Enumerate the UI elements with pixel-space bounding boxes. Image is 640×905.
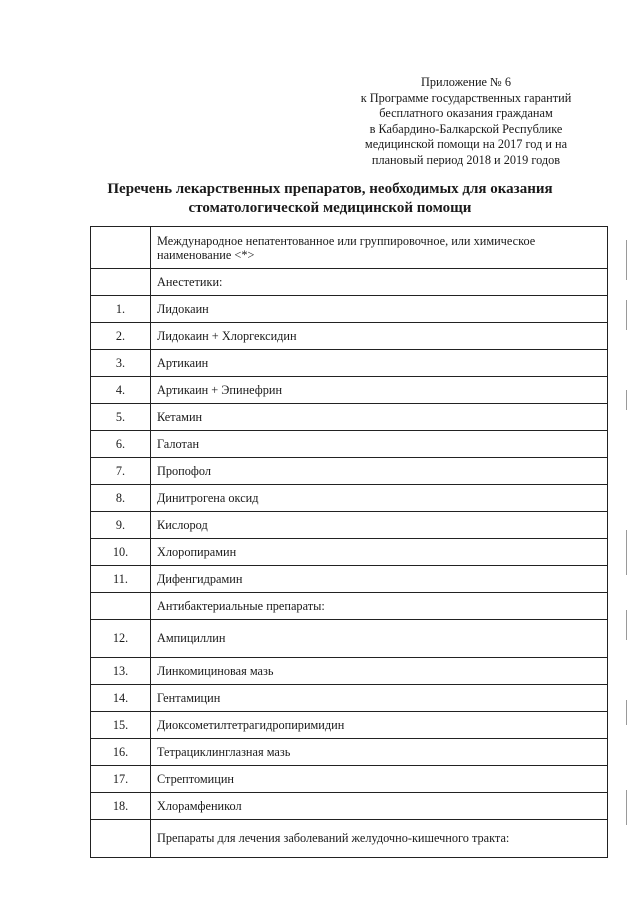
table-row [91, 739, 608, 766]
title-line-1: Перечень лекарственных препаратов, необходимых для оказания [107, 181, 553, 197]
table-row [91, 658, 608, 685]
scan-mark [626, 390, 627, 410]
table-row [91, 793, 608, 820]
row-name: Препараты для лечения заболеваний желудочно-кишечного тракта: [151, 820, 608, 858]
scan-mark [626, 700, 627, 725]
appendix-line: Приложение № 6 [420, 75, 512, 89]
row-name: Артикаин [151, 350, 608, 377]
table-row [91, 566, 608, 593]
table-row [91, 350, 608, 377]
row-number: 2. [91, 323, 151, 350]
table-row [91, 766, 608, 793]
row-name: Динитрогена оксид [151, 485, 608, 512]
row-number: 7. [91, 458, 151, 485]
title-line-2: стоматологической медицинской помощи [188, 200, 472, 216]
row-name: Тетрациклинглазная мазь [151, 739, 608, 766]
appendix-line: к Программе государственных гарантий [360, 90, 572, 105]
medication-table [90, 226, 608, 858]
table-row [91, 685, 608, 712]
table-row [91, 431, 608, 458]
row-number: 12. [91, 620, 151, 658]
table-row [91, 296, 608, 323]
row-name: Хлорамфеникол [151, 793, 608, 820]
scan-mark [626, 530, 627, 575]
row-name: Пропофол [151, 458, 608, 485]
table-row [91, 269, 608, 296]
row-number: 14. [91, 685, 151, 712]
row-number: 11. [91, 566, 151, 593]
table-row [91, 512, 608, 539]
row-number: 10. [91, 539, 151, 566]
table-row [91, 458, 608, 485]
row-name: Стрептомицин [151, 766, 608, 793]
row-number: 18. [91, 793, 151, 820]
header-num-cell [91, 227, 151, 269]
table-row [91, 485, 608, 512]
row-number: 1. [91, 296, 151, 323]
row-number [91, 269, 151, 296]
table-row [91, 539, 608, 566]
table-row [91, 404, 608, 431]
appendix-header [320, 75, 612, 168]
row-number: 8. [91, 485, 151, 512]
table-row [91, 323, 608, 350]
row-number [91, 593, 151, 620]
row-number: 5. [91, 404, 151, 431]
row-name: Галотан [151, 431, 608, 458]
appendix-line: плановый период 2018 и 2019 годов [371, 152, 561, 167]
row-name: Артикаин + Эпинефрин [151, 377, 608, 404]
appendix-line: бесплатного оказания гражданам [379, 106, 553, 120]
table-row [91, 820, 608, 858]
row-name: Антибактериальные препараты: [151, 593, 608, 620]
scan-mark [626, 610, 627, 640]
row-name: Кислород [151, 512, 608, 539]
row-number: 3. [91, 350, 151, 377]
appendix-line: медицинской помощи на 2017 год и на [364, 137, 568, 151]
row-number: 9. [91, 512, 151, 539]
table-row [91, 377, 608, 404]
row-number: 15. [91, 712, 151, 739]
row-name: Гентамицин [151, 685, 608, 712]
table-header-row [91, 227, 608, 269]
row-name: Хлоропирамин [151, 539, 608, 566]
row-number: 4. [91, 377, 151, 404]
row-number: 6. [91, 431, 151, 458]
table-row [91, 712, 608, 739]
row-number [91, 820, 151, 858]
appendix-line: в Кабардино-Балкарской Республике [369, 121, 563, 136]
row-name: Кетамин [151, 404, 608, 431]
scan-edge-marks [626, 230, 630, 890]
row-name: Лидокаин + Хлоргексидин [151, 323, 608, 350]
row-name: Линкомициновая мазь [151, 658, 608, 685]
scan-mark [626, 790, 627, 825]
row-name: Диоксометилтетрагидропиримидин [151, 712, 608, 739]
table-row [91, 593, 608, 620]
row-number: 16. [91, 739, 151, 766]
row-number: 17. [91, 766, 151, 793]
row-name: Ампициллин [151, 620, 608, 658]
row-number: 13. [91, 658, 151, 685]
scan-mark [626, 240, 627, 280]
row-name: Анестетики: [151, 269, 608, 296]
row-name: Лидокаин [151, 296, 608, 323]
row-name: Дифенгидрамин [151, 566, 608, 593]
scan-mark [626, 300, 627, 330]
table-row [91, 620, 608, 658]
header-name-cell: Международное непатентованное или группировочное, или химическое наименование <*> [151, 227, 608, 269]
document-title [60, 180, 600, 218]
